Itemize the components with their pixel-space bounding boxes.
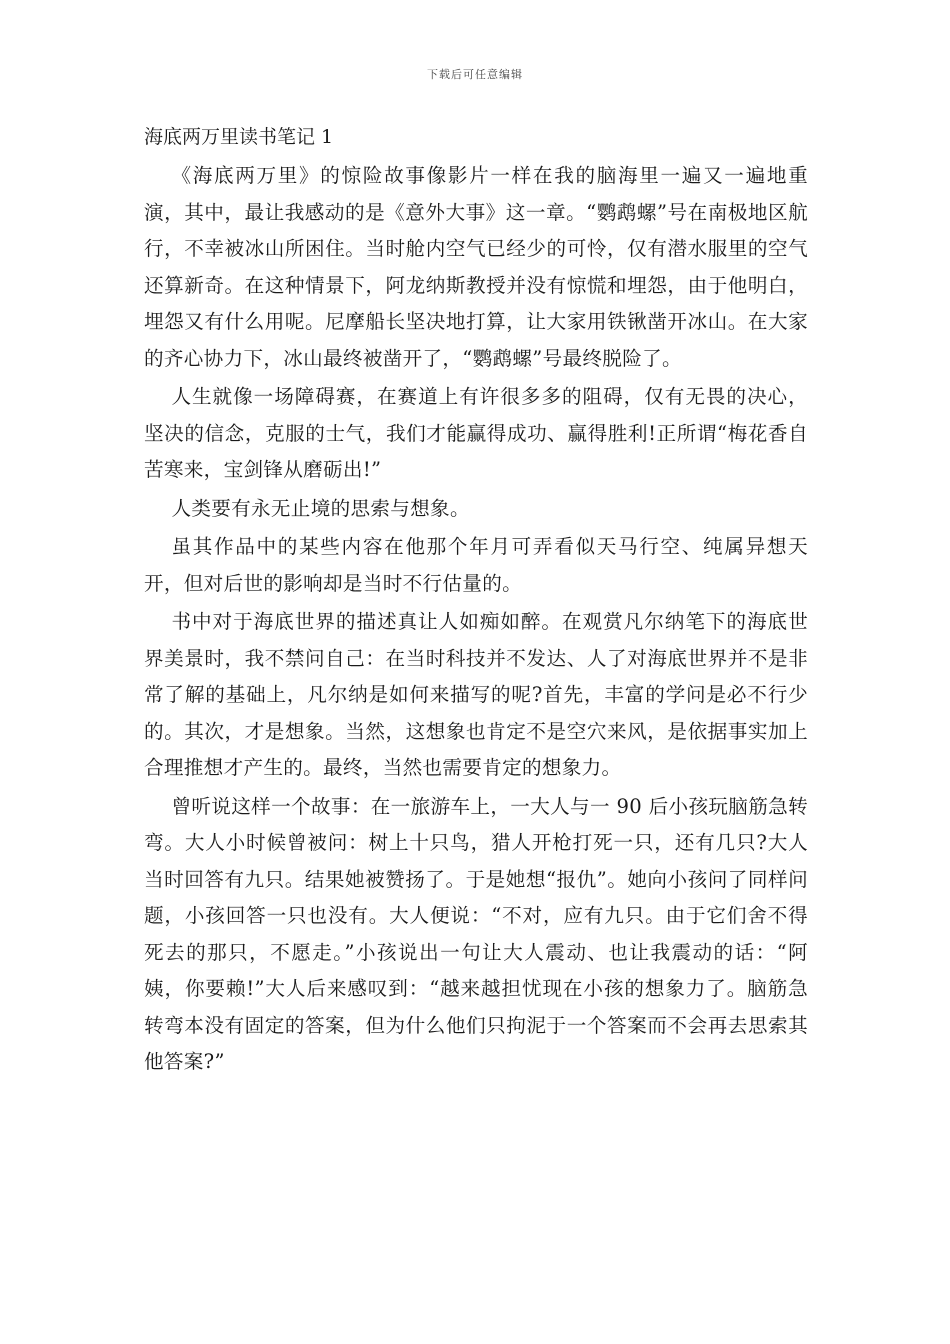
paragraph: 虽其作品中的某些内容在他那个年月可弄看似天马行空、纯属异想天开，但对后世的影响却是当时不行估量的。 — [144, 535, 808, 595]
document-title: 海底两万里读书笔记 1 — [144, 126, 334, 148]
paragraph: 曾听说这样一个故事：在一旅游车上，一大人与一 90 后小孩玩脑筋急转弯。大人小时候曾被问：树上十只鸟，猎人开枪打死一只，还有几只?大人当时回答有九只。结果她被赞扬了。于是她想“报仇”。她向小孩问了同样问题，小孩回答一只也没有。大人便说：“不对，应有九只。由于它们舍不得死去的那只，不愿走。”小孩说出一句让大人震动、也让我震动的话：“阿姨，你要赖!”大人后来感叹到：“越来越担忧现在小孩的想象力了。脑筋急转弯本没有固定的答案，但为什么他们只拘泥于一个答案而不会再去思索其他答案?” — [144, 794, 808, 1073]
paragraph: 人类要有永无止境的思索与想象。 — [171, 496, 470, 520]
page-header: 下载后可任意编辑 — [427, 68, 523, 81]
paragraph: 《海底两万里》的惊险故事像影片一样在我的脑海里一遍又一遍地重演，其中，最让我感动的是《意外大事》这一章。“鹦鹉螺”号在南极地区航行，不幸被冰山所困住。当时舱内空气已经少的可怜，仅有潜水服里的空气还算新奇。在这种情景下，阿龙纳斯教授并没有惊慌和埋怨，由于他明白，埋怨又有什么用呢。尼摩船长坚决地打算，让大家用铁锹凿开冰山。在大家的齐心协力下，冰山最终被凿开了，“鹦鹉螺”号最终脱险了。 — [144, 164, 808, 370]
paragraph: 书中对于海底世界的描述真让人如痴如醉。在观赏凡尔纳笔下的海底世界美景时，我不禁问自己：在当时科技并不发达、人了对海底世界并不是非常了解的基础上，凡尔纳是如何来描写的呢?首先，丰富的学问是必不行少的。其次，才是想象。当然，这想象也肯定不是空穴来风，是依据事实加上合理推想才产生的。最终，当然也需要肯定的想象力。 — [144, 610, 808, 779]
document-body — [144, 158, 808, 1083]
paragraph: 人生就像一场障碍赛，在赛道上有许很多多的阻碍，仅有无畏的决心，坚决的信念，克服的士气，我们才能赢得成功、赢得胜利!正所谓“梅花香自苦寒来，宝剑锋从磨砺出!” — [144, 385, 808, 481]
